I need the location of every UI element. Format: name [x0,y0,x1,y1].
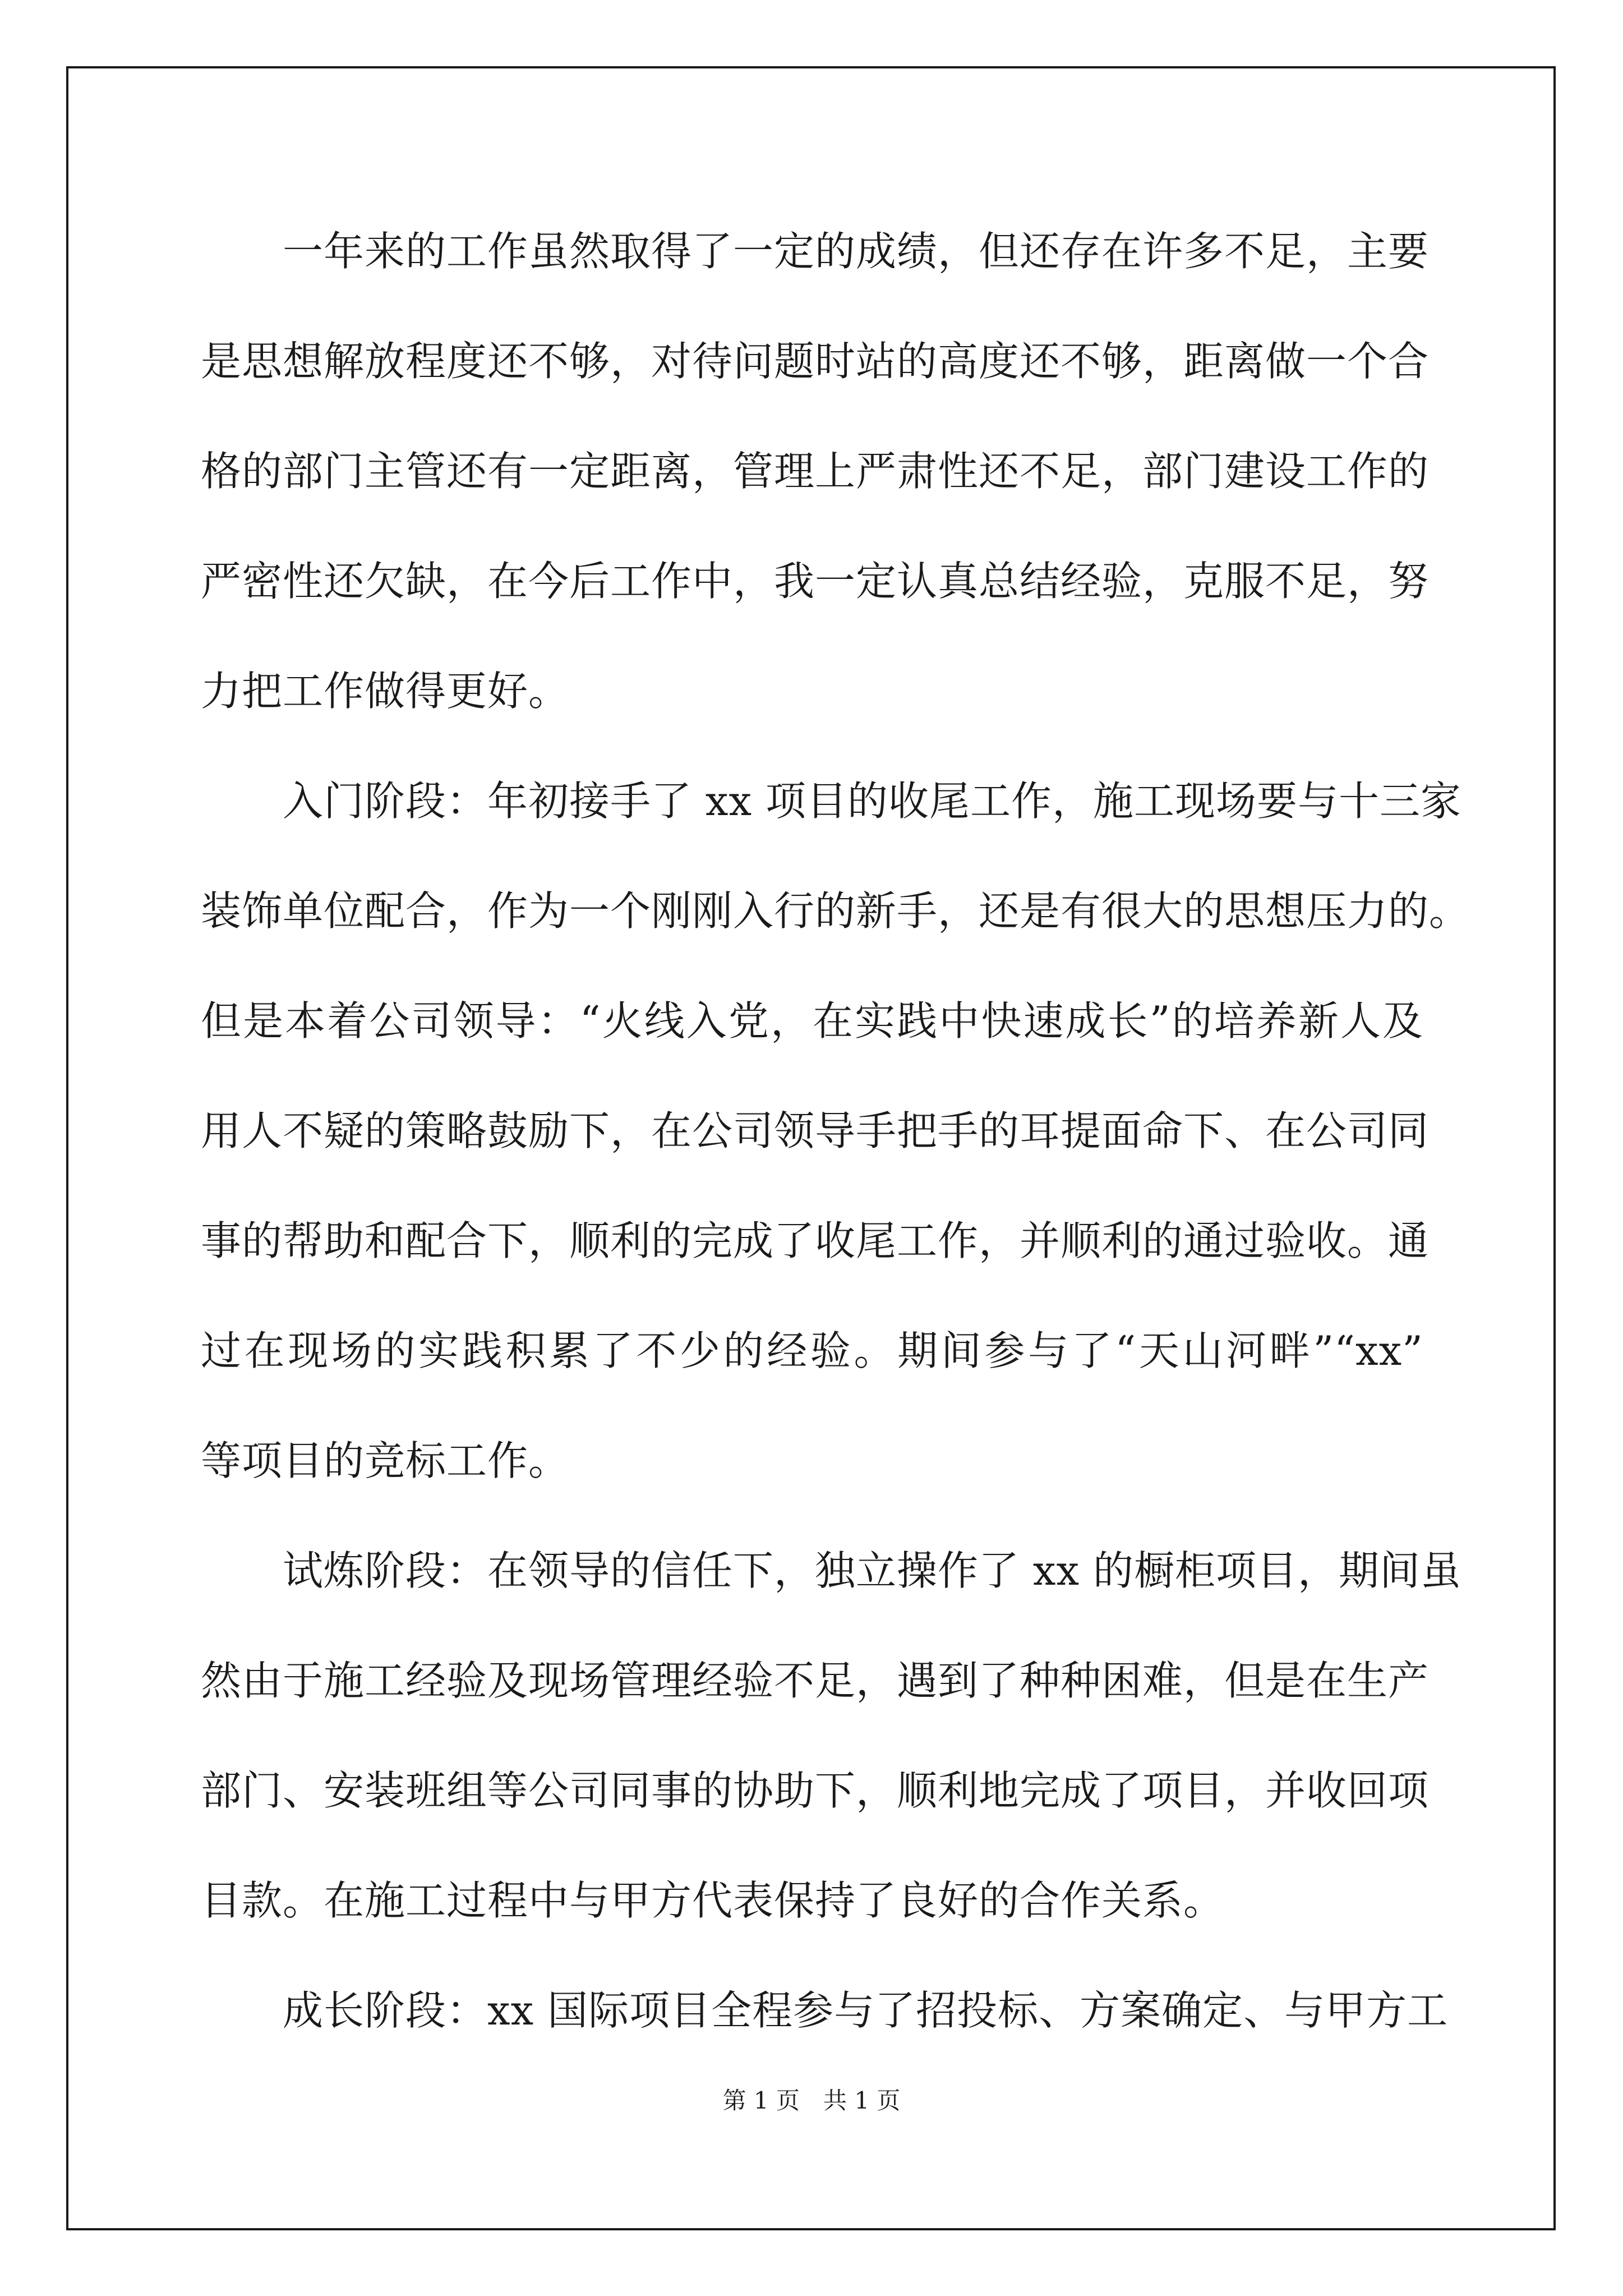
text-line: 部门、安装班组等公司同事的协助下，顺利地完成了项目，并收回项 [201,1767,1430,1814]
text-line: 是思想解放程度还不够，对待问题时站的高度还不够，距离做一个合 [201,338,1430,385]
text-line: 事的帮助和配合下，顺利的完成了收尾工作，并顺利的通过验收。通 [201,1217,1430,1264]
page-number: 第 1 页 共 1 页 [722,2087,901,2114]
text-line: 过在现场的实践积累了不少的经验。期间参与了“天山河畔”“xx” [201,1327,1423,1374]
text-line: 然由于施工经验及现场管理经验不足，遇到了种种困难，但是在生产 [201,1657,1430,1704]
text-line: 严密性还欠缺，在今后工作中，我一定认真总结经验，克服不足，努 [201,558,1430,605]
text-line: 但是本着公司领导：“火线入党，在实践中快速成长”的培养新人及 [201,997,1423,1045]
text-line: 等项目的竞标工作。 [201,1437,570,1484]
text-line: 用人不疑的策略鼓励下，在公司领导手把手的耳提面命下、在公司同 [201,1107,1430,1154]
text-line: 力把工作做得更好。 [201,668,570,715]
text-line: 目款。在施工过程中与甲方代表保持了良好的合作关系。 [201,1877,1225,1924]
text-line: 入门阶段：年初接手了 xx 项目的收尾工作，施工现场要与十三家 [201,777,1461,825]
text-line: 格的部门主管还有一定距离，管理上严肃性还不足，部门建设工作的 [201,448,1430,495]
text-line: 成长阶段：xx 国际项目全程参与了招投标、方案确定、与甲方工 [201,1987,1449,2034]
text-line: 装饰单位配合，作为一个刚刚入行的新手，还是有很大的思想压力的。 [201,887,1470,935]
text-line: 试炼阶段：在领导的信任下，独立操作了 xx 的橱柜项目，期间虽 [201,1547,1461,1594]
text-line: 一年来的工作虽然取得了一定的成绩，但还存在许多不足，主要 [201,228,1430,275]
